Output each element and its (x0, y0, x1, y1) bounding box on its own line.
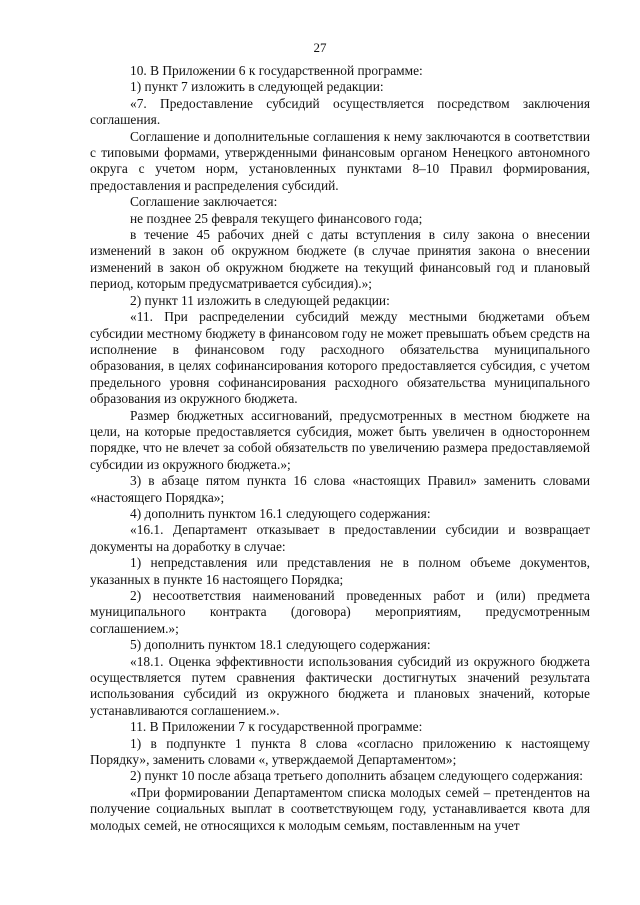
paragraph-item-2-point-10: 2) пункт 10 после абзаца третьего дополнить абзацем следующего содержания: (130, 768, 584, 784)
paragraph-section-11-heading: 11. В Приложении 7 к государственной программе: (130, 719, 423, 735)
paragraph-young-families-quota: «При формировании Департаментом списка молодых семей – претендентов на получение социальных выплат в соответствующем году, устанавливается квота для молодых семей, не относящихся к молодым семьям, поставленным на учет (90, 784, 590, 833)
paragraph-section-10-heading: 10. В Приложении 6 к государственной программе: (130, 63, 423, 78)
paragraph-item-4-add-16-1: 4) дополнить пунктом 16.1 следующего содержания: (130, 505, 431, 521)
paragraph-point-18-1-text: «18.1. Оценка эффективности использования субсидий из окружного бюджета осуществляется путем сравнения фактически достигнутых значений результата использования субсидий из окружного бюджета и плановых значений, которые устанавливаются соглашением.». (90, 653, 590, 718)
paragraph-agreement-forms: Соглашение и дополнительные соглашения к нему заключаются в соответствии с типовыми формами, утвержденными финансовым органом Ненецкого автономного округа с учетом норм, установленных пунктами 8–10 Правил формирования, предоставления и распределения субсидий. (90, 128, 590, 193)
paragraph-item-3-point-16: 3) в абзаце пятом пункта 16 слова «настоящих Правил» заменить словами «настоящего Порядка»; (90, 473, 590, 505)
paragraph-item-5-add-18-1: 5) дополнить пунктом 18.1 следующего содержания: (130, 637, 431, 653)
document-body (90, 63, 590, 834)
paragraph-point-16-1-text: «16.1. Департамент отказывает в предоставлении субсидии и возвращает документы на доработку в случае: (90, 522, 590, 554)
paragraph-agreement-concluded: Соглашение заключается: (130, 194, 278, 210)
page-number: 27 (313, 40, 327, 55)
paragraph-refusal-reason-2: 2) несоответствия наименований проведенных работ и (или) предмета муниципального контракта (договора) мероприятиям, предусмотренным соглашением.»; (90, 588, 590, 636)
paragraph-item-1-point-7: 1) пункт 7 изложить в следующей редакции: (130, 79, 384, 95)
paragraph-deadline-february: не позднее 25 февраля текущего финансового года; (130, 210, 423, 226)
paragraph-item-2-point-11: 2) пункт 11 изложить в следующей редакции: (130, 292, 390, 308)
paragraph-point-11-text: «11. При распределении субсидий между местными бюджетами объем субсидии местному бюджету в финансовом году не может превышать объем средств на исполнение в финансовом году расходного обязательства муниципального образования, в целях софинансирования которого предоставляется субсидия, с учетом предельного уровня софинансирования расходного обязательства муниципального образования из окружного бюджета. (90, 309, 590, 407)
paragraph-point-7-text: «7. Предоставление субсидий осуществляется посредством заключения соглашения. (90, 95, 590, 128)
paragraph-refusal-reason-1: 1) непредставления или представления не в полном объеме документов, указанных в пункте 16 настоящего Порядка; (90, 555, 590, 587)
paragraph-deadline-45-days: в течение 45 рабочих дней с даты вступления в силу закона о внесении изменений в закон об окружном бюджете (в случае принятия закона о внесении изменений в закон об окружном бюджете на текущий финансовый год и плановый период, которым предусматривается субсидия).»; (90, 227, 590, 292)
paragraph-item-1-point-8: 1) в подпункте 1 пункта 8 слова «согласно приложению к настоящему Порядку», заменить словами «, утверждаемой Департаментом»; (90, 735, 590, 768)
paragraph-budget-allocations: Размер бюджетных ассигнований, предусмотренных в местном бюджете на цели, на которые предоставляется субсидия, может быть увеличен в одностороннем порядке, что не влечет за собой обязательств по увеличению размера предоставляемой субсидии из окружного бюджета.»; (90, 407, 590, 472)
